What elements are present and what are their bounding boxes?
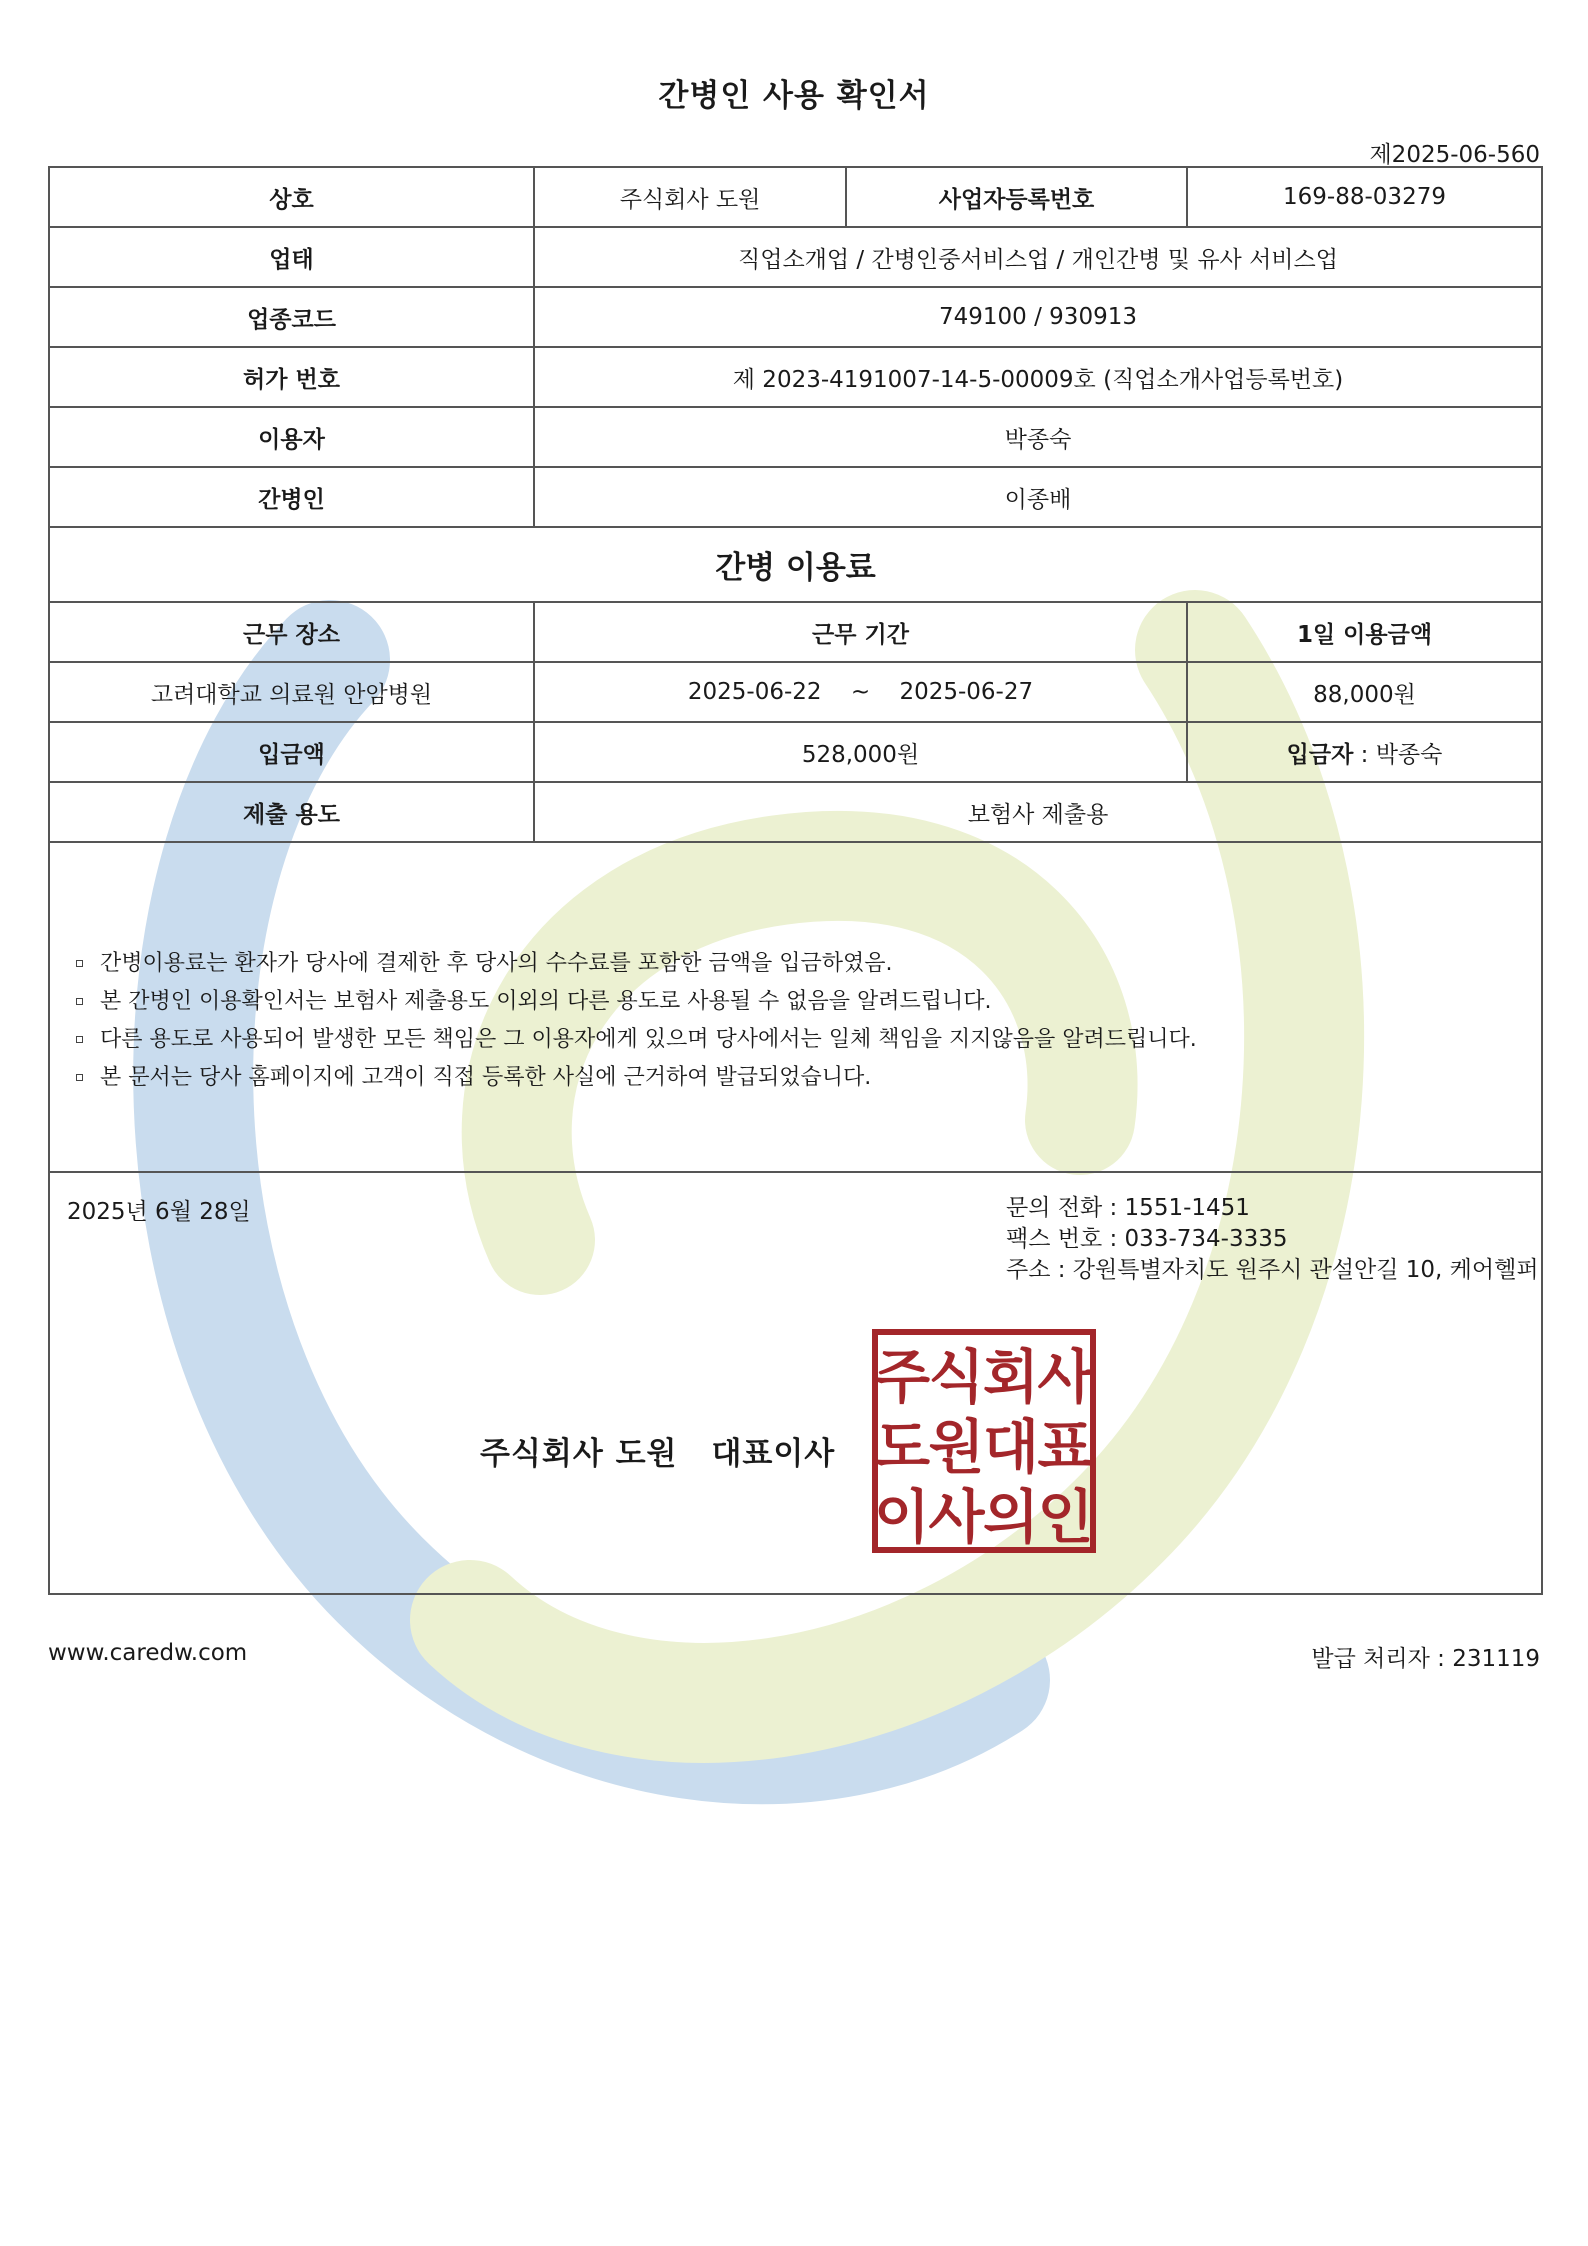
contact-fax: 팩스 번호 : 033-734-3335 xyxy=(1006,1226,1288,1252)
seal-character: 의 xyxy=(982,1483,1040,1551)
seal-character: 사 xyxy=(1037,1343,1094,1411)
label-caregiver: 간병인 xyxy=(49,467,534,527)
value-business-type: 직업소개업 / 간병인중서비스업 / 개인간병 및 유사 서비스업 xyxy=(534,227,1542,287)
period-start: 2025-06-22 xyxy=(687,679,822,705)
document-number: 제2025-06-560 xyxy=(1369,142,1540,168)
row-user xyxy=(49,407,1542,467)
contact-info xyxy=(1006,1193,1539,1286)
value-work-place: 고려대학교 의료원 안암병원 xyxy=(49,662,534,722)
company-seal-stamp xyxy=(872,1329,1096,1553)
footer-processor: 발급 처리자 : 231119 xyxy=(1311,1646,1540,1672)
seal-character: 회 xyxy=(982,1343,1040,1411)
certificate-table xyxy=(48,166,1543,1595)
note-item: 본 문서는 당사 홈페이지에 고객이 직접 등록한 사실에 근거하여 발급되었습니다. xyxy=(74,1059,1541,1097)
value-depositor: 박종숙 xyxy=(1375,741,1443,768)
value-user: 박종숙 xyxy=(534,407,1542,467)
label-industry-code: 업종코드 xyxy=(49,287,534,347)
fee-section-title: 간병 이용료 xyxy=(49,527,1542,602)
label-depositor: 입금자 xyxy=(1286,741,1354,768)
signature-cell xyxy=(49,1172,1542,1594)
seal-character: 대 xyxy=(982,1413,1040,1481)
value-caregiver: 이종배 xyxy=(534,467,1542,527)
label-daily-amount: 1일 이용금액 xyxy=(1187,602,1542,662)
row-industry-code xyxy=(49,287,1542,347)
row-fee-section-title xyxy=(49,527,1542,602)
seal-character: 이 xyxy=(873,1483,931,1551)
row-caregiver xyxy=(49,467,1542,527)
row-purpose xyxy=(49,782,1542,842)
row-license xyxy=(49,347,1542,407)
note-item: 간병이용료는 환자가 당사에 결제한 후 당사의 수수료를 포함한 금액을 입금하였음. xyxy=(74,945,1541,983)
seal-character: 인 xyxy=(1037,1483,1094,1551)
label-work-period: 근무 기간 xyxy=(534,602,1187,662)
seal-character: 표 xyxy=(1037,1413,1094,1481)
label-purpose: 제출 용도 xyxy=(49,782,534,842)
label-deposit: 입금액 xyxy=(49,722,534,782)
seal-character: 사 xyxy=(928,1483,985,1551)
contact-address: 주소 : 강원특별자치도 원주시 관설안길 10, 케어헬퍼 xyxy=(1006,1257,1539,1283)
contact-phone: 문의 전화 : 1551-1451 xyxy=(1006,1195,1250,1221)
period-separator: ~ xyxy=(850,679,871,705)
notes-cell xyxy=(49,842,1542,1172)
value-work-period xyxy=(534,662,1187,722)
value-industry-code: 749100 / 930913 xyxy=(534,287,1542,347)
signature-title: 대표이사 xyxy=(711,1436,836,1472)
company-signature xyxy=(480,1428,835,1473)
row-company xyxy=(49,167,1542,227)
label-business-type: 업태 xyxy=(49,227,534,287)
note-item: 본 간병인 이용확인서는 보험사 제출용도 이외의 다른 용도로 사용될 수 없음을 알려드립니다. xyxy=(74,983,1541,1021)
row-fee-headers xyxy=(49,602,1542,662)
note-item: 다른 용도로 사용되어 발생한 모든 책임은 그 이용자에게 있으며 당사에서는 일체 책임을 지지않음을 알려드립니다. xyxy=(74,1021,1541,1059)
row-signature xyxy=(49,1172,1542,1594)
value-license: 제 2023-4191007-14-5-00009호 (직업소개사업등록번호) xyxy=(534,347,1542,407)
depositor-separator: : xyxy=(1353,741,1376,768)
issue-date: 2025년 6월 28일 xyxy=(67,1199,251,1225)
row-business-type xyxy=(49,227,1542,287)
value-registration-number: 169-88-03279 xyxy=(1187,167,1542,227)
seal-character: 원 xyxy=(928,1413,985,1481)
document-title: 간병인 사용 확인서 xyxy=(658,78,930,114)
seal-character: 도 xyxy=(873,1413,931,1481)
notes-list xyxy=(74,945,1541,1097)
value-company: 주식회사 도원 xyxy=(534,167,846,227)
value-deposit: 528,000원 xyxy=(534,722,1187,782)
label-user: 이용자 xyxy=(49,407,534,467)
label-work-place: 근무 장소 xyxy=(49,602,534,662)
value-purpose: 보험사 제출용 xyxy=(534,782,1542,842)
row-deposit xyxy=(49,722,1542,782)
label-registration-number: 사업자등록번호 xyxy=(846,167,1187,227)
signature-company: 주식회사 도원 xyxy=(480,1436,678,1472)
value-daily-amount: 88,000원 xyxy=(1187,662,1542,722)
row-notes xyxy=(49,842,1542,1172)
label-company: 상호 xyxy=(49,167,534,227)
period-end: 2025-06-27 xyxy=(899,679,1034,705)
depositor xyxy=(1187,722,1542,782)
seal-character: 식 xyxy=(928,1343,985,1411)
seal-character: 주 xyxy=(873,1343,931,1411)
footer-website: www.caredw.com xyxy=(48,1640,248,1666)
row-fee-values xyxy=(49,662,1542,722)
label-license: 허가 번호 xyxy=(49,347,534,407)
